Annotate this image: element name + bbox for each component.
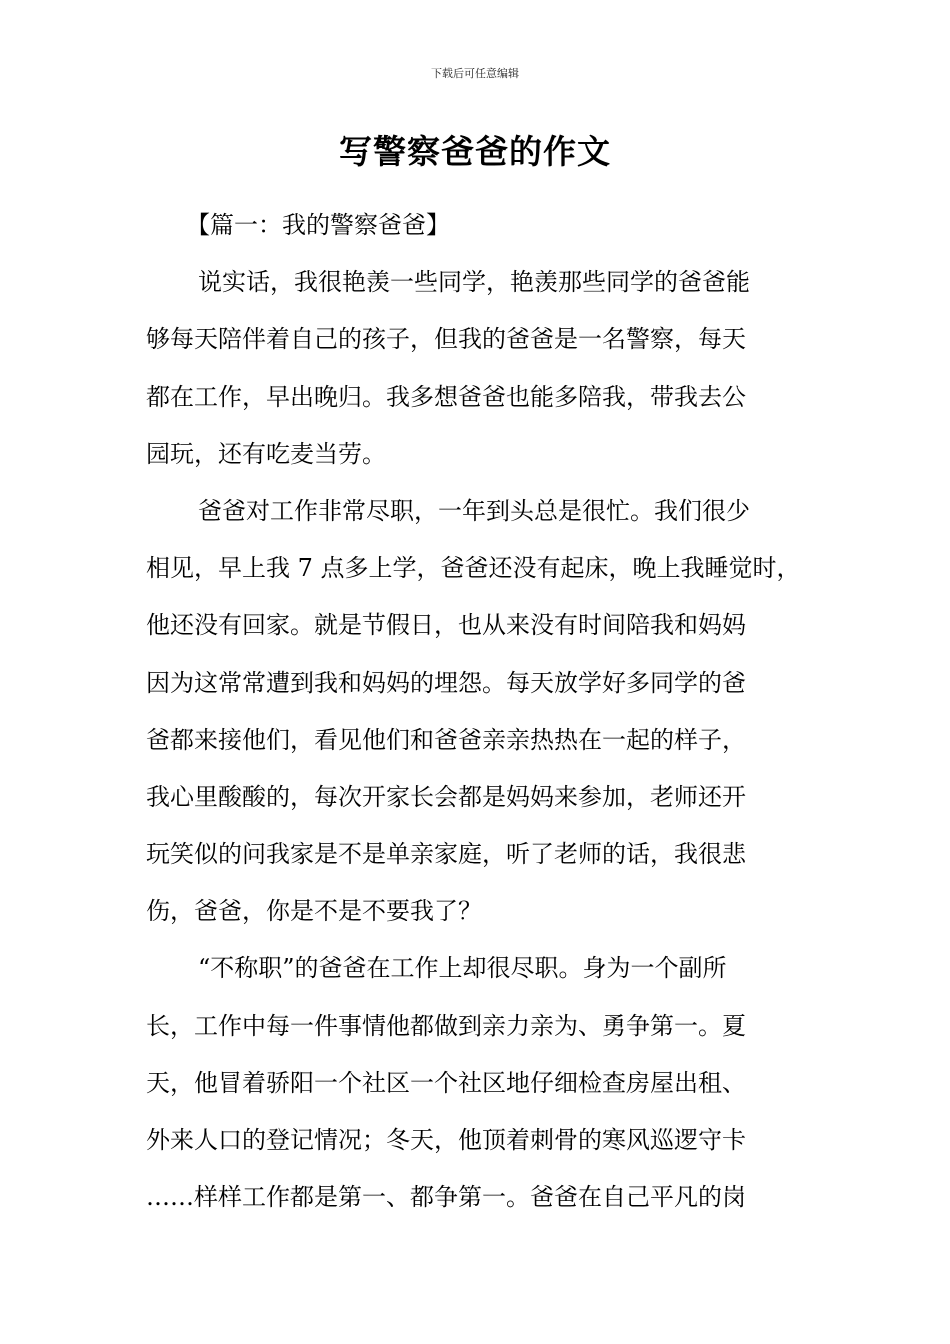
text-line: ……样样工作都是第一、都争第一。爸爸在自己平凡的岗 — [146, 1183, 746, 1212]
text-line: 园玩，还有吃麦当劳。 — [146, 439, 386, 468]
text-line: 长，工作中每一件事情他都做到亲力亲为、勇争第一。夏 — [146, 1011, 746, 1040]
text-line: 伤，爸爸，你是不是不要我了？ — [146, 897, 482, 926]
header-note: 下载后可任意编辑 — [431, 67, 519, 80]
essay-body — [146, 197, 810, 1226]
text-line: 因为这常常遭到我和妈妈的埋怨。每天放学好多同学的爸 — [146, 668, 746, 697]
text-line: 相见，早上我 7 点多上学，爸爸还没有起床，晚上我睡觉时， — [146, 554, 801, 583]
text-line: 他还没有回家。就是节假日，也从来没有时间陪我和妈妈 — [146, 611, 746, 640]
document-title: 写警察爸爸的作文 — [339, 132, 611, 171]
text-line: 爸爸对工作非常尽职，一年到头总是很忙。我们很少 — [198, 496, 750, 525]
text-line: 够每天陪伴着自己的孩子，但我的爸爸是一名警察，每天 — [146, 325, 746, 354]
text-line: 我心里酸酸的，每次开家长会都是妈妈来参加，老师还开 — [146, 782, 746, 811]
text-line: 爸都来接他们，看见他们和爸爸亲亲热热在一起的样子， — [146, 725, 746, 754]
text-line: 玩笑似的问我家是不是单亲家庭，听了老师的话，我很悲 — [146, 840, 746, 869]
section-heading: 【篇一：我的警察爸爸】 — [186, 211, 450, 239]
text-line: “不称职”的爸爸在工作上却很尽职。身为一个副所 — [198, 954, 727, 983]
text-line: 天，他冒着骄阳一个社区一个社区地仔细检查房屋出租、 — [146, 1068, 746, 1097]
text-line: 都在工作，早出晚归。我多想爸爸也能多陪我，带我去公 — [146, 382, 746, 411]
text-line: 说实话，我很艳羡一些同学，艳羡那些同学的爸爸能 — [198, 268, 750, 297]
text-line: 外来人口的登记情况；冬天，他顶着刺骨的寒风巡逻守卡 — [146, 1126, 746, 1154]
